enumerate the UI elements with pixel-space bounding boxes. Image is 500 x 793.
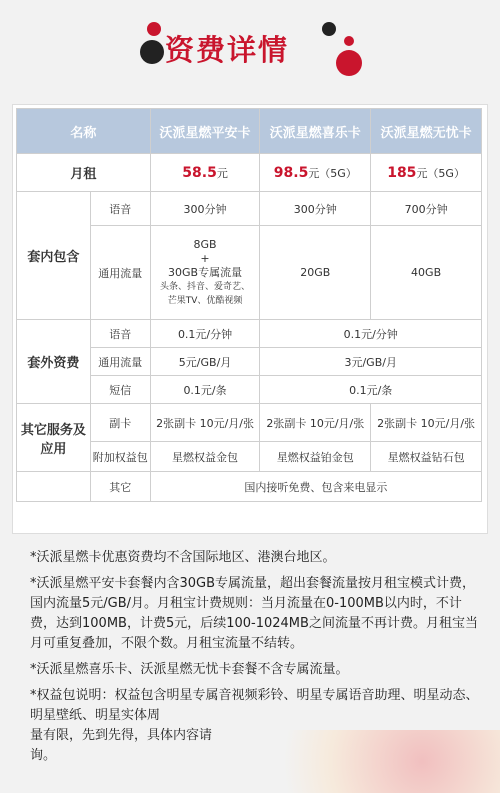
note-item: *权益包说明：权益包含明星专属音视频彩铃、明星专属语音助理、明星动态、明星壁纸、明星实体周 (30, 688, 479, 723)
extra-data-label: 通用流量 (90, 348, 150, 376)
other-pkg-label: 附加权益包 (90, 442, 150, 472)
table-header-row (17, 109, 482, 154)
other-sub-label: 副卡 (90, 404, 150, 442)
monthly-plan2 (260, 154, 371, 192)
extra-data-plan1: 5元/GB/月 (150, 348, 260, 376)
included-data-plan3: 40GB (371, 226, 482, 320)
note-item: *沃派星燃卡优惠资费均不含国际地区、港澳台地区。 (30, 550, 336, 565)
price-unit: 元（5G） (308, 166, 357, 180)
extra-sms-plan1: 0.1元/条 (150, 376, 260, 404)
header-plan1: 沃派星燃平安卡 (150, 109, 260, 154)
price-value: 98.5 (273, 164, 309, 181)
extra-voice-plan1: 0.1元/分钟 (150, 320, 260, 348)
included-voice-plan2: 300分钟 (260, 192, 371, 226)
data-text: + (200, 251, 210, 265)
extra-voice-row (17, 320, 482, 348)
included-voice-plan1: 300分钟 (150, 192, 260, 226)
price-value: 185 (387, 164, 417, 181)
included-voice-row (17, 192, 482, 226)
note-item: *沃派星燃平安卡套餐内含30GB专属流量，超出套餐流量按月租宝模式计费，国内流量5元/GB/月。月租宝计费规则：当月流量在0-100MB以内时，不计费，达到100MB，计费5元，后续100-1024MB之间流量不再计费。月租宝当月可重复叠加，不限个数。月租宝流量不结转。 (30, 576, 478, 651)
header (0, 0, 500, 92)
decor-dot (147, 22, 161, 36)
price-unit: 元（5G） (416, 166, 465, 180)
extra-sms-plan23: 0.1元/条 (260, 376, 482, 404)
included-data-plan1 (150, 226, 260, 320)
monthly-plan1 (150, 154, 260, 192)
other-misc-label: 其它 (90, 472, 150, 502)
other-misc-row (17, 472, 482, 502)
included-data-label: 通用流量 (90, 226, 150, 320)
note-item: *沃派星燃喜乐卡、沃派星燃无忧卡套餐不含专属流量。 (30, 662, 349, 677)
included-voice-plan3: 700分钟 (371, 192, 482, 226)
header-name: 名称 (17, 109, 151, 154)
note-item: 询。 (30, 748, 57, 763)
other-sub-row (17, 404, 482, 442)
included-category: 套内包含 (17, 192, 91, 320)
decor-dot (336, 50, 362, 76)
note-item: 量有限，先到先得，具体内容请 (30, 728, 213, 743)
included-data-plan2: 20GB (260, 226, 371, 320)
included-voice-label: 语音 (90, 192, 150, 226)
extra-data-plan23: 3元/GB/月 (260, 348, 482, 376)
extra-sms-label: 短信 (90, 376, 150, 404)
monthly-row (17, 154, 482, 192)
data-text: 8GB (193, 237, 217, 251)
monthly-label: 月租 (17, 154, 151, 192)
decor-dot (344, 36, 354, 46)
data-text: 芒果TV、优酷视频 (167, 295, 243, 306)
other-pkg-plan1: 星燃权益金包 (150, 442, 260, 472)
other-misc-spacer (17, 472, 91, 502)
decor-dot (140, 40, 164, 64)
extra-category: 套外资费 (17, 320, 91, 404)
other-sub-plan3: 2张副卡 10元/月/张 (371, 404, 482, 442)
decor-dot (322, 22, 336, 36)
other-sub-plan2: 2张副卡 10元/月/张 (260, 404, 371, 442)
extra-voice-plan23: 0.1元/分钟 (260, 320, 482, 348)
other-category: 其它服务及应用 (17, 404, 91, 472)
data-text: 头条、抖音、爱奇艺、 (160, 281, 251, 292)
data-text: 30GB专属流量 (168, 265, 243, 279)
page-title: 资费详情 (165, 33, 290, 67)
other-pkg-plan3: 星燃权益钻石包 (371, 442, 482, 472)
extra-voice-label: 语音 (90, 320, 150, 348)
tariff-table (16, 108, 482, 502)
price-value: 58.5 (182, 164, 217, 181)
header-plan2: 沃派星燃喜乐卡 (260, 109, 371, 154)
other-misc-value: 国内接听免费、包含来电显示 (150, 472, 481, 502)
monthly-plan3 (371, 154, 482, 192)
price-unit: 元 (216, 166, 228, 180)
other-sub-plan1: 2张副卡 10元/月/张 (150, 404, 260, 442)
other-pkg-plan2: 星燃权益铂金包 (260, 442, 371, 472)
watermark-glow (240, 730, 500, 793)
header-plan3: 沃派星燃无忧卡 (371, 109, 482, 154)
